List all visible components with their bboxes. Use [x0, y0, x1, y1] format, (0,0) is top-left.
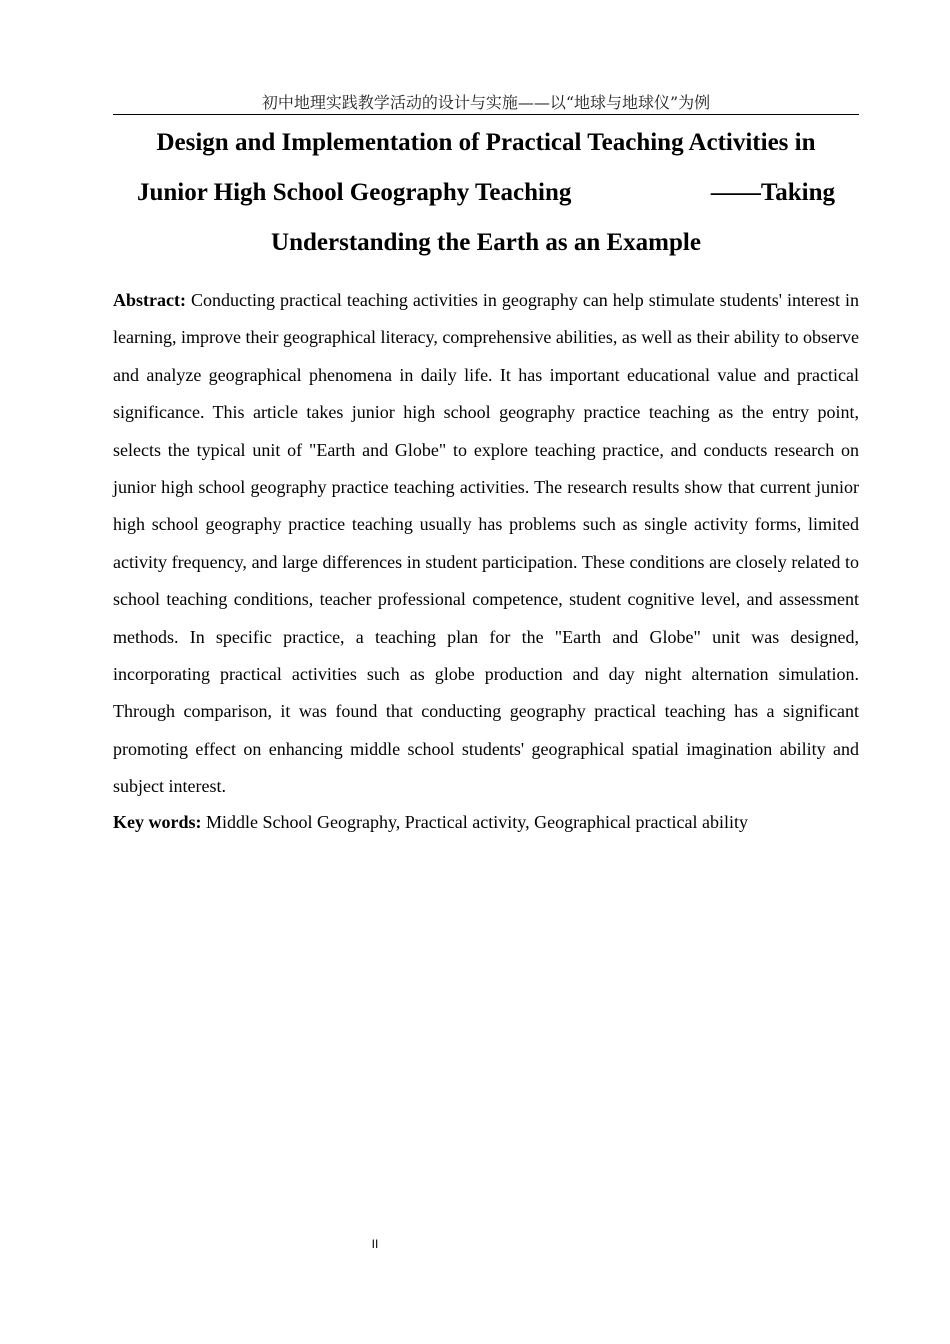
abstract-text: Conducting practical teaching activities in geography can help stimulate students' interest in learning, improve their geographical literacy, comprehensive abilities, as well as their ability to observe and analyze geographical phenomena in daily life. It has important educational value and practical significance. This article takes junior high school geography practice teaching as the entry point, selects the typical unit of "Earth and Globe" to explore teaching practice, and conducts research on junior high school geography practice teaching activities. The research results show that current junior high school geography practice teaching usually has problems such as single activity forms, limited activity frequency, and large differences in student participation. These conditions are closely related to school teaching conditions, teacher professional competence, student cognitive level, and assessment methods. In specific practice, a teaching plan for the "Earth and Globe" unit was designed, incorporating practical activities such as globe production and day night alternation simulation. Through comparison, it was found that conducting geography practical teaching has a significant promoting effect on enhancing middle school students' geographical spatial imagination ability and subject interest.	[113, 290, 859, 797]
title-line-2-right: ——Taking	[710, 179, 835, 206]
title-line-1: Design and Implementation of Practical Teaching Activities in	[156, 129, 816, 156]
keywords-text: Middle School Geography, Practical activity, Geographical practical ability	[206, 812, 748, 832]
abstract-label: Abstract:	[113, 290, 186, 310]
keywords-paragraph	[113, 804, 859, 841]
title-line-2	[113, 168, 859, 218]
abstract-paragraph	[113, 282, 859, 806]
page-number: II	[371, 1237, 379, 1251]
title-line-2-left: Junior High School Geography Teaching	[137, 179, 572, 206]
paper-title	[113, 118, 859, 268]
keywords-label: Key words:	[113, 812, 202, 832]
running-header: 初中地理实践教学活动的设计与实施——以“地球与地球仪”为例	[113, 92, 859, 115]
title-line-3: Understanding the Earth as an Example	[271, 229, 701, 256]
